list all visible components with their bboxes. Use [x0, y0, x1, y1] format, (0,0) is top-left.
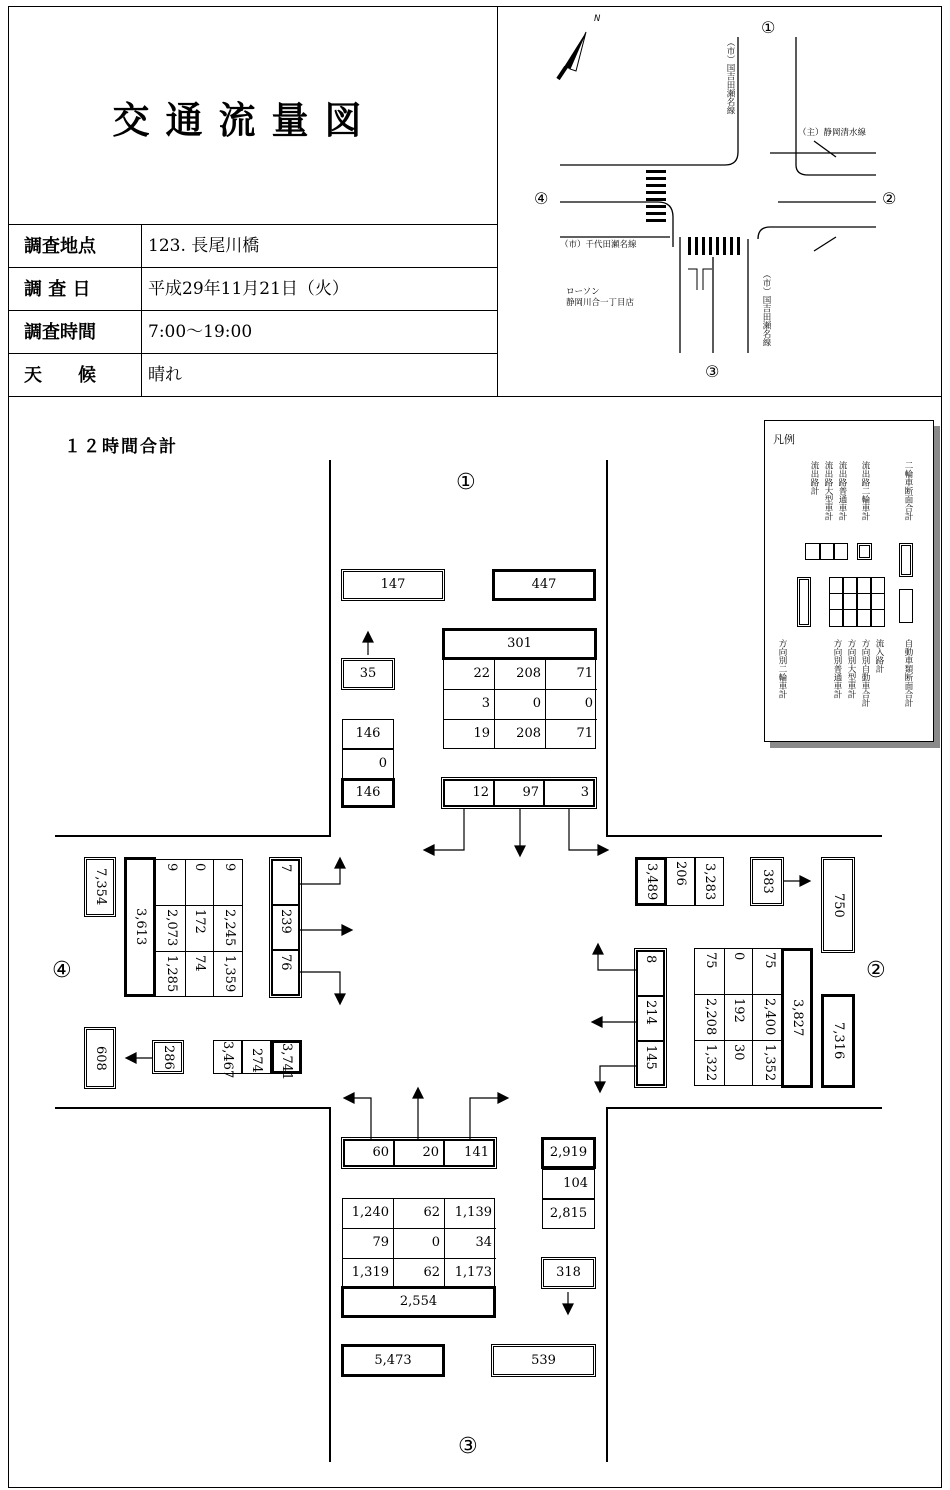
road-chiyoda-label: （市）千代田瀬名線: [560, 240, 637, 250]
grid-cell: 1,319: [343, 1259, 394, 1288]
road-ns-label: （市）国吉田瀬名線: [725, 38, 735, 115]
info-key: 天 候: [8, 354, 142, 397]
north-out-normal: 146: [341, 778, 395, 808]
west-dir-2wheel: [269, 857, 302, 998]
dir-cell: 214: [637, 996, 664, 1041]
legend-label: 方向別自動車合計: [860, 639, 870, 707]
south-out-total: 2,919: [541, 1137, 596, 1169]
north-out-total: 146: [342, 719, 394, 749]
info-key: 調査時間: [8, 311, 142, 354]
north-cross-2wheel: 447: [492, 569, 596, 601]
legend-label: 流出路大型車計: [823, 461, 833, 521]
info-key: 調 査 日: [8, 268, 142, 311]
approach-3-label: ③: [458, 1434, 478, 1459]
west-out-normal: 3,467: [213, 1040, 242, 1074]
east-out-normal: 3,283: [695, 857, 724, 906]
north-out-large: 0: [342, 749, 394, 779]
approach-2-label: ②: [866, 958, 886, 983]
dir-cell: 145: [637, 1041, 664, 1085]
grid-cell: 0: [185, 860, 214, 906]
south-dir-2wheel: [341, 1137, 497, 1169]
dir-cell: 7: [272, 860, 299, 905]
info-value: 123. 長尾川橋: [148, 236, 260, 256]
grid-cell: 192: [724, 995, 753, 1041]
grid-cell: 1,285: [164, 955, 179, 993]
west-outflow-2wheel: 286: [152, 1040, 184, 1074]
grid-cell: 75: [695, 949, 724, 995]
grid-cell: 62: [394, 1199, 445, 1229]
map-label-3: ③: [705, 362, 720, 381]
grid-cell: 1,359: [222, 955, 237, 993]
legend-label: 方向別大型車計: [846, 639, 856, 699]
approach-1-label: ①: [456, 470, 476, 495]
map-label-2: ②: [882, 189, 897, 208]
info-value: 平成29年11月21日（火）: [148, 279, 349, 299]
grid-cell: 2,245: [214, 906, 243, 952]
grid-cell: 1,322: [703, 1044, 718, 1082]
dir-cell: 239: [272, 905, 299, 950]
legend-label: 二輪車断面合計: [903, 461, 913, 521]
grid-cell: 74: [185, 952, 214, 997]
info-value: 晴れ: [148, 365, 182, 385]
map-label-4: ④: [534, 189, 549, 208]
legend-label: 方向別普通車計: [832, 639, 842, 699]
grid-cell: 1,352: [762, 1044, 777, 1082]
legend-swatch: [805, 543, 820, 560]
legend-label: 自動車類断面合計: [903, 639, 913, 707]
legend-swatch: [857, 543, 872, 560]
grid-cell: 0: [546, 690, 597, 720]
legend-swatch: [820, 543, 834, 560]
legend-box: [764, 420, 934, 742]
dir-cell: 60: [344, 1140, 394, 1166]
dir-cell: 141: [444, 1140, 494, 1166]
south-out-large: 104: [542, 1169, 595, 1199]
grid-cell: 1,173: [454, 1265, 492, 1280]
grid-cell: 22: [444, 660, 495, 690]
north-grid: [443, 659, 596, 749]
south-outflow-2wheel: 318: [541, 1257, 596, 1289]
east-grid: [694, 948, 783, 1086]
page-title: 交通流量図: [112, 99, 378, 142]
grid-cell: 34: [445, 1229, 496, 1259]
north-outflow-motor: 35: [341, 658, 395, 690]
grid-cell: 2,400: [753, 995, 783, 1041]
west-cross-motor: 7,354: [84, 857, 116, 917]
north-outflow-2wheel: 147: [341, 569, 445, 601]
east-cross-motor: 7,316: [821, 994, 855, 1088]
grid-cell: 19: [444, 720, 495, 749]
grid-cell: 30: [724, 1041, 753, 1086]
grid-cell: 9: [214, 860, 243, 906]
info-key: 調査地点: [8, 225, 142, 268]
dir-cell: 76: [272, 950, 299, 995]
grid-cell: 1,240: [343, 1199, 394, 1229]
road-ns-bottom-label: （市）国吉田瀬名線: [761, 270, 771, 347]
grid-cell: 79: [343, 1229, 394, 1259]
grid-cell: 9: [156, 860, 185, 906]
grid-cell: 208: [495, 720, 546, 749]
legend-label: 方向別二輪車計: [777, 639, 787, 699]
legend-swatch: [834, 543, 848, 560]
south-entry-total: 2,554: [341, 1286, 496, 1318]
dir-cell: 97: [494, 780, 544, 806]
west-entry-total: 3,613: [124, 857, 156, 997]
grid-cell: 2,073: [156, 906, 185, 952]
grid-cell: 75: [753, 949, 783, 995]
legend-swatch: [797, 577, 811, 627]
map-label-1: ①: [761, 18, 776, 37]
legend-swatch: [899, 543, 913, 577]
grid-cell: 172: [185, 906, 214, 952]
dir-cell: 12: [444, 780, 494, 806]
east-out-total: 3,489: [635, 857, 667, 906]
grid-cell: 0: [724, 949, 753, 995]
grid-cell: 71: [576, 726, 593, 741]
store-label-1: ローソン: [566, 287, 600, 297]
legend-label: 流出路普通車計: [837, 461, 847, 521]
grid-cell: 1,139: [445, 1199, 496, 1229]
store-label-2: 静岡川合一丁目店: [566, 298, 635, 308]
road-shimizu-label: （主）静岡清水線: [798, 128, 867, 138]
east-cross-2wheel: 750: [821, 857, 855, 953]
legend-title: 凡例: [773, 433, 795, 446]
grid-cell: 0: [394, 1229, 445, 1259]
north-dir-2wheel: [441, 777, 597, 809]
legend-swatch: [899, 589, 913, 623]
west-cross-2wheel: 608: [84, 1027, 116, 1089]
legend-swatch: [829, 593, 885, 610]
south-cross-motor: 5,473: [341, 1344, 445, 1377]
west-grid: [155, 859, 243, 997]
grid-cell: 208: [495, 660, 546, 690]
south-out-normal: 2,815: [542, 1199, 595, 1229]
dir-cell: 8: [637, 951, 664, 996]
east-outflow-2wheel: 383: [750, 857, 784, 906]
east-dir-2wheel: [634, 948, 667, 1088]
dir-cell: 20: [394, 1140, 444, 1166]
grid-cell: 71: [546, 660, 597, 690]
info-value: 7:00～19:00: [148, 322, 253, 342]
approach-4-label: ④: [52, 958, 72, 983]
south-grid: [342, 1198, 495, 1288]
north-entry-total: 301: [442, 628, 597, 660]
west-out-total: 3,741: [271, 1040, 302, 1074]
grid-cell: 62: [394, 1259, 445, 1288]
diagram-subtitle: １２時間合計: [64, 437, 178, 457]
grid-cell: 3: [444, 690, 495, 720]
grid-cell: 0: [495, 690, 546, 720]
legend-label: 流入路計: [874, 639, 884, 673]
dir-cell: 3: [544, 780, 594, 806]
east-out-large: 206: [666, 857, 695, 906]
grid-cell: 2,208: [695, 995, 724, 1041]
legend-label: 流出路二輪車計: [860, 461, 870, 521]
south-cross-2wheel: 539: [491, 1344, 596, 1377]
east-entry-total: 3,827: [781, 948, 813, 1088]
north-label: N: [594, 14, 601, 24]
west-out-large: 274: [242, 1040, 271, 1074]
legend-label: 流出路計: [809, 461, 819, 495]
